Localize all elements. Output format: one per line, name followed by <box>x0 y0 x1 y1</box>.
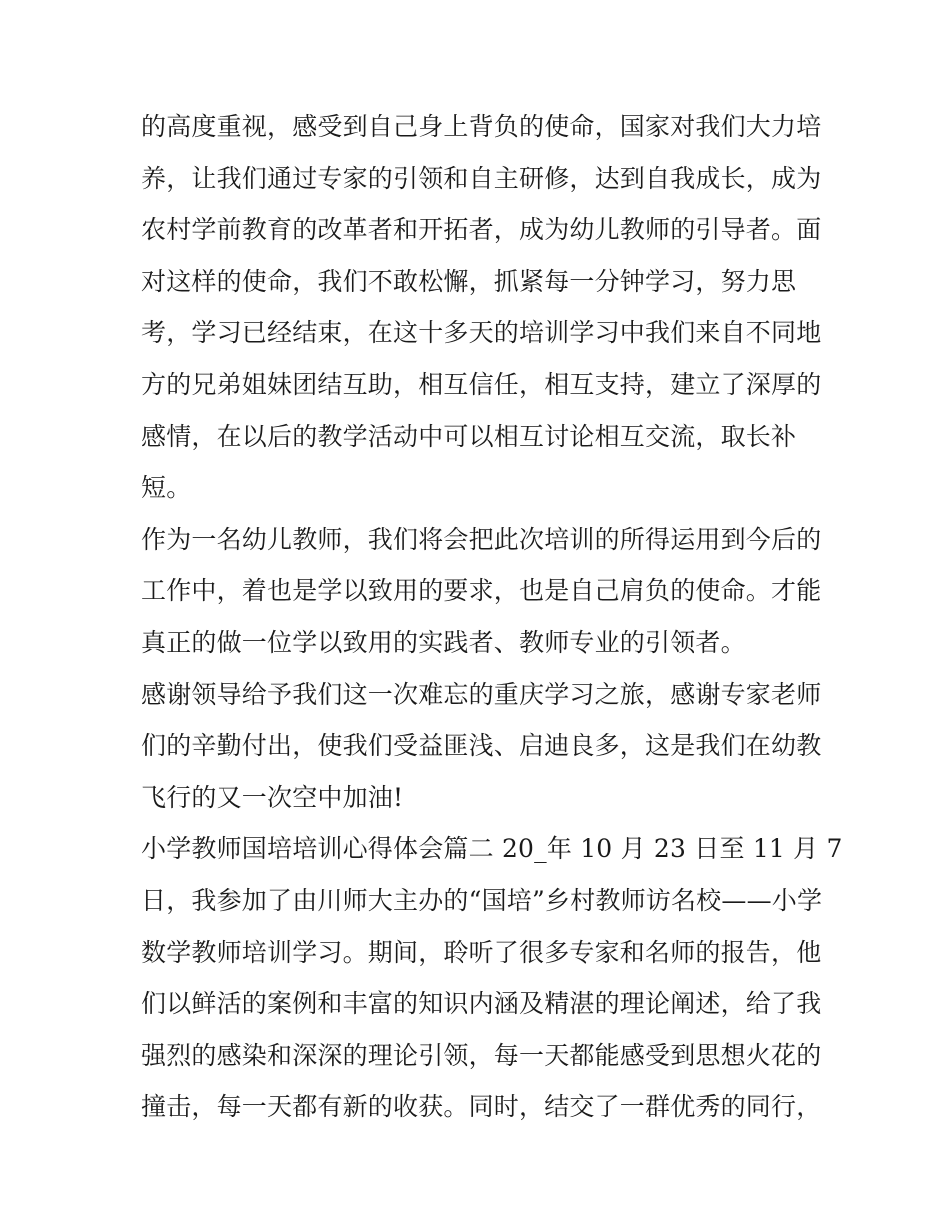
text-line: 工作中，着也是学以致用的要求，也是自己肩负的使命。才能 <box>141 576 822 606</box>
text-line: 小学教师国培培训心得体会篇二 20_年 10 月 23 日至 11 月 7 <box>141 834 843 864</box>
text-line: 数学教师培训学习。期间，聆听了很多专家和名师的报告，他 <box>141 937 822 967</box>
text-line: 作为一名幼儿教师，我们将会把此次培训的所得运用到今后的 <box>141 524 822 554</box>
text-line: 日，我参加了由川师大主办的“国培”乡村教师访名校——小学 <box>141 885 823 915</box>
text-line: 飞行的又一次空中加油! <box>141 782 404 812</box>
text-line: 对这样的使命，我们不敢松懈，抓紧每一分钟学习，努力思 <box>141 266 797 296</box>
text-line: 强烈的感染和深深的理论引领，每一天都能感受到思想火花的 <box>141 1040 822 1070</box>
text-line: 考，学习已经结束，在这十多天的培训学习中我们来自不同地 <box>141 318 822 348</box>
text-line: 感谢领导给予我们这一次难忘的重庆学习之旅，感谢专家老师 <box>141 679 822 709</box>
text-line: 短。 <box>141 473 192 503</box>
text-line: 的高度重视，感受到自己身上背负的使命，国家对我们大力培 <box>141 112 822 141</box>
text-line: 撞击，每一天都有新的收获。同时，结交了一群优秀的同行， <box>141 1092 822 1122</box>
text-line: 们的辛勤付出，使我们受益匪浅、启迪良多，这是我们在幼教 <box>141 731 822 761</box>
text-line: 方的兄弟姐妹团结互助，相互信任，相互支持，建立了深厚的 <box>141 369 822 399</box>
text-line: 养，让我们通过专家的引领和自主研修，达到自我成长，成为 <box>141 163 822 193</box>
text-line: 真正的做一位学以致用的实践者、教师专业的引领者。 <box>141 627 746 657</box>
text-line: 感情，在以后的教学活动中可以相互讨论相互交流，取长补 <box>141 421 797 451</box>
text-line: 们以鲜活的案例和丰富的知识内涵及精湛的理论阐述，给了我 <box>141 989 822 1019</box>
text-line: 农村学前教育的改革者和开拓者，成为幼儿教师的引导者。面 <box>141 215 822 245</box>
body-text <box>141 101 843 1133</box>
